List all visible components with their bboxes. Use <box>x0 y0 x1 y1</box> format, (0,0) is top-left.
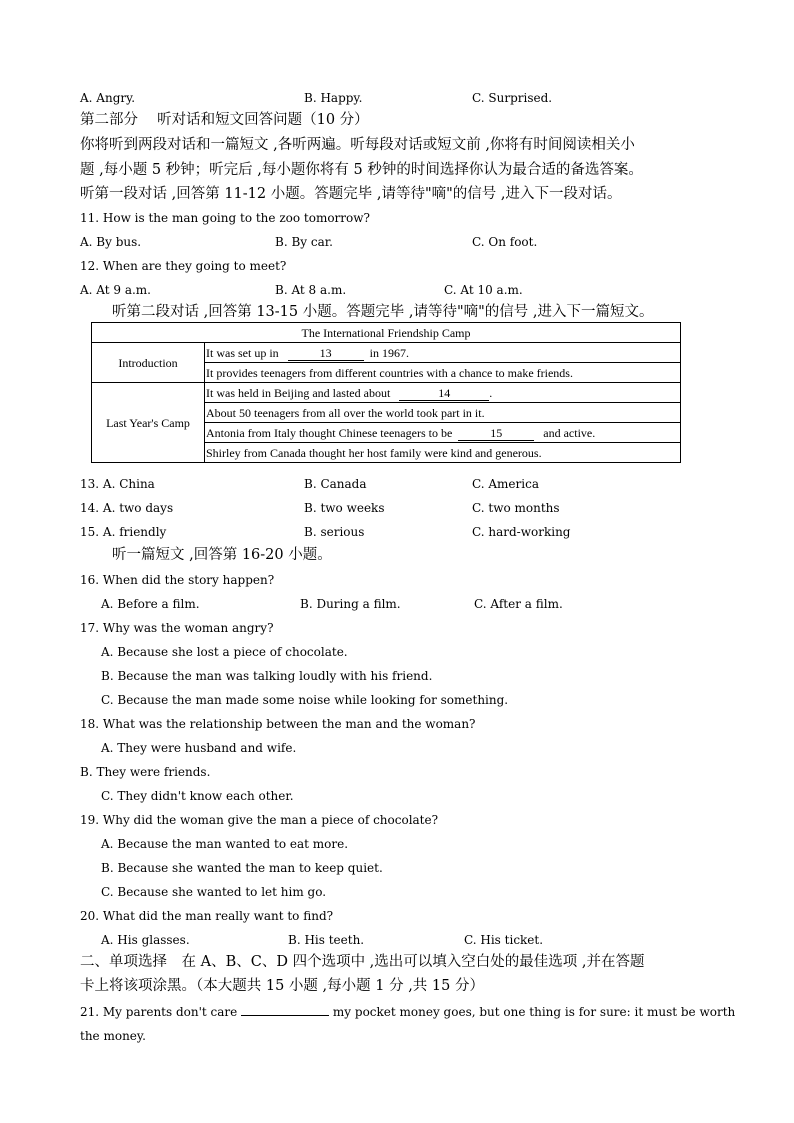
q10-option-a: A. Angry. <box>80 91 136 105</box>
q14-option-c: C. two months <box>472 501 560 515</box>
q11-option-c: C. On foot. <box>472 235 538 249</box>
q21-text-after: my pocket money goes, but one thing is for sure: it must be worth <box>332 1005 736 1019</box>
q15-option-b: B. serious <box>304 525 365 539</box>
q20-option-c: C. His ticket. <box>464 933 544 947</box>
q15-option-a: 15. A. friendly <box>80 525 167 539</box>
part2-instruction-line2: 题 ,每小题 5 秒钟；听完后 ,每小题你将有 5 秒钟的时间选择你认为最合适的备选答案。 <box>80 162 643 178</box>
table-text: Antonia from Italy thought Chinese teenagers to be <box>206 425 453 440</box>
q16-option-b: B. During a film. <box>300 597 401 611</box>
table-label-last-years-camp: Last Year's Camp <box>92 383 205 463</box>
q20-option-b: B. His teeth. <box>288 933 365 947</box>
blank-13: 13 <box>288 347 364 361</box>
table-title: The International Friendship Camp <box>92 323 681 343</box>
friendship-camp-table <box>91 322 681 463</box>
q14-option-b: B. two weeks <box>304 501 385 515</box>
q15-option-c: C. hard-working <box>472 525 571 539</box>
q10-option-b: B. Happy. <box>304 91 363 105</box>
q21-stem-continued: the money. <box>80 1029 146 1043</box>
q17-option-b: B. Because the man was talking loudly with his friend. <box>101 669 433 683</box>
table-cell: About 50 teenagers from all over the world took part in it. <box>205 403 681 423</box>
table-text: . <box>489 385 493 400</box>
q14-option-a: 14. A. two days <box>80 501 174 515</box>
q18-option-c: C. They didn't know each other. <box>101 789 294 803</box>
section2-instruction-line2: 卡上将该项涂黑。（本大题共 15 小题 ,每小题 1 分 ,共 15 分） <box>80 978 484 994</box>
part2-title: 第二部分 听对话和短文回答问题（10 分） <box>80 112 369 128</box>
q18-option-a: A. They were husband and wife. <box>101 741 297 755</box>
table-text: It was set up in <box>206 345 279 360</box>
q19-option-a: A. Because the man wanted to eat more. <box>101 837 349 851</box>
q12-stem: 12. When are they going to meet? <box>80 259 287 273</box>
table-text: It was held in Beijing and lasted about <box>206 385 391 400</box>
q17-option-a: A. Because she lost a piece of chocolate. <box>101 645 348 659</box>
q21-blank <box>241 1015 329 1016</box>
passage-instruction: 听一篇短文 ,回答第 16-20 小题。 <box>112 547 332 563</box>
q11-option-b: B. By car. <box>275 235 333 249</box>
table-cell <box>205 423 681 443</box>
table-text: and active. <box>543 425 596 440</box>
q12-option-c: C. At 10 a.m. <box>444 283 523 297</box>
q16-stem: 16. When did the story happen? <box>80 573 275 587</box>
q19-option-b: B. Because she wanted the man to keep quiet. <box>101 861 383 875</box>
q21-text-before: 21. My parents don't care <box>80 1005 238 1019</box>
q17-stem: 17. Why was the woman angry? <box>80 621 274 635</box>
q11-stem: 11. How is the man going to the zoo tomorrow? <box>80 211 370 225</box>
q13-option-a: 13. A. China <box>80 477 155 491</box>
q16-option-c: C. After a film. <box>474 597 563 611</box>
q16-option-a: A. Before a film. <box>101 597 200 611</box>
q20-stem: 20. What did the man really want to find? <box>80 909 334 923</box>
part2-instruction-line1: 你将听到两段对话和一篇短文 ,各听两遍。听每段对话或短文前 ,你将有时间阅读相关小 <box>80 137 635 153</box>
section2-instruction-line1: 二、单项选择 在 A、B、C、D 四个选项中 ,选出可以填入空白处的最佳选项 ,并在答题 <box>80 954 645 970</box>
q12-option-a: A. At 9 a.m. <box>80 283 151 297</box>
q17-option-c: C. Because the man made some noise while looking for something. <box>101 693 509 707</box>
table-label-introduction: Introduction <box>92 343 205 383</box>
table-cell <box>205 343 681 363</box>
blank-14: 14 <box>399 387 489 401</box>
table-cell <box>205 383 681 403</box>
q19-option-c: C. Because she wanted to let him go. <box>101 885 327 899</box>
table-cell: It provides teenagers from different countries with a chance to make friends. <box>205 363 681 383</box>
blank-15: 15 <box>458 427 534 441</box>
q13-option-c: C. America <box>472 477 539 491</box>
table-cell: Shirley from Canada thought her host family were kind and generous. <box>205 443 681 463</box>
q20-option-a: A. His glasses. <box>101 933 190 947</box>
q18-option-b: B. They were friends. <box>80 765 211 779</box>
q11-option-a: A. By bus. <box>80 235 142 249</box>
q19-stem: 19. Why did the woman give the man a piece of chocolate? <box>80 813 439 827</box>
q10-option-c: C. Surprised. <box>472 91 553 105</box>
q18-stem: 18. What was the relationship between the man and the woman? <box>80 717 476 731</box>
dialog2-instruction: 听第二段对话 ,回答第 13-15 小题。答题完毕 ,请等待"嘀"的信号 ,进入下一篇短文。 <box>112 304 654 320</box>
q13-option-b: B. Canada <box>304 477 367 491</box>
q21-stem <box>80 1004 735 1020</box>
q12-option-b: B. At 8 a.m. <box>275 283 347 297</box>
dialog1-instruction: 听第一段对话 ,回答第 11-12 小题。答题完毕 ,请等待"嘀"的信号 ,进入下一段对话。 <box>80 186 622 202</box>
table-text: in 1967. <box>369 345 409 360</box>
